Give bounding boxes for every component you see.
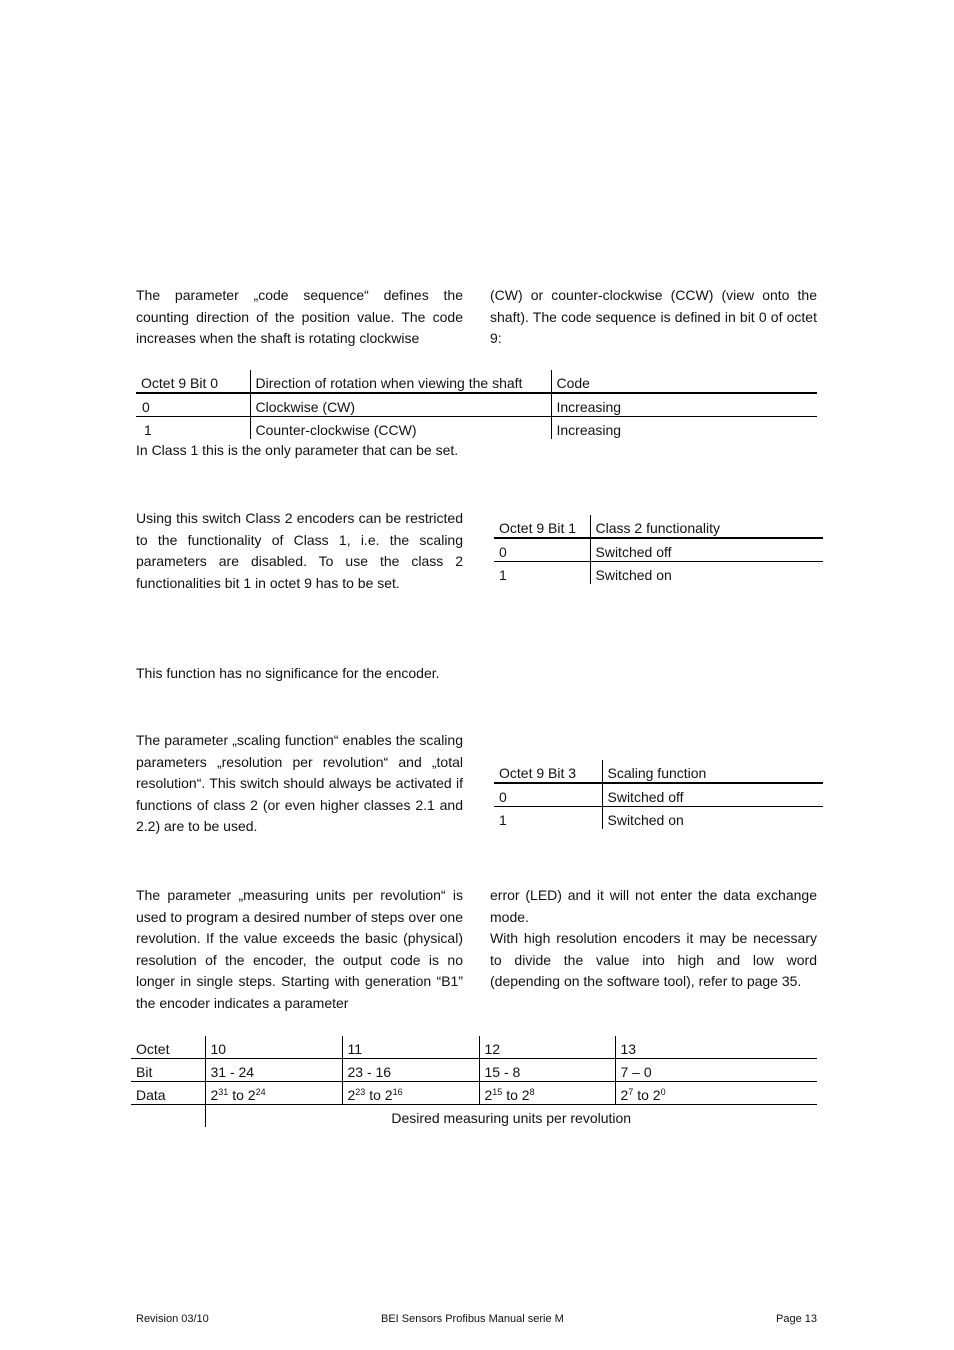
table-header-cell: Class 2 functionality bbox=[590, 515, 823, 538]
measuring-paragraph-left: The parameter „measuring units per revolution“ is used to program a desired number of steps over one revolution. If the value exceeds the basic (physical) resolution of the encoder, the output code is no longer in single steps. Starting with generation “B1” the encoder indicates a parameter bbox=[136, 887, 463, 1011]
code-sequence-table bbox=[136, 370, 817, 439]
table-header-row bbox=[494, 760, 823, 783]
table-cell: 13 bbox=[615, 1036, 817, 1059]
class2-table bbox=[494, 515, 823, 584]
table-description-cell: Desired measuring units per revolution bbox=[205, 1105, 817, 1128]
table-header-cell: Octet 9 Bit 1 bbox=[494, 515, 590, 538]
table-cell: $2^{31}$ to $2^{24}$ bbox=[205, 1082, 342, 1105]
table-header-cell: Octet 9 Bit 0 bbox=[136, 370, 250, 393]
table-cell: $2^7$ to $2^0$ bbox=[615, 1082, 817, 1105]
table-header-row bbox=[494, 515, 823, 538]
table-cell: 10 bbox=[205, 1036, 342, 1059]
table-cell: 31 - 24 bbox=[205, 1059, 342, 1082]
code-sequence-paragraph-right: (CW) or counter-clockwise (CCW) (view onto the shaft). The code sequence is defined in bit 0 of octet 9: bbox=[490, 287, 817, 347]
table-cell: Counter-clockwise (CCW) bbox=[250, 417, 551, 440]
table-cell: Switched on bbox=[602, 807, 823, 830]
table-cell: 15 - 8 bbox=[479, 1059, 615, 1082]
table-cell: 11 bbox=[342, 1036, 479, 1059]
class2-paragraph: Using this switch Class 2 encoders can be restricted to the functionality of Class 1, i.e. the scaling parameters are disabled. To use the class 2 functionalities bit 1 in octet 9 has to be set. bbox=[136, 510, 463, 591]
table-cell: 1 bbox=[499, 567, 507, 583]
table-row-label: Data bbox=[131, 1082, 205, 1105]
table-row bbox=[494, 807, 823, 830]
scaling-table bbox=[494, 760, 823, 829]
table-cell: Increasing bbox=[551, 393, 817, 417]
code-sequence-paragraph-left: The parameter „code sequence“ defines the counting direction of the position value. The code increases when the shaft is rotating clockwise bbox=[136, 287, 463, 347]
table-cell: Switched off bbox=[602, 783, 823, 807]
scaling-paragraph: The parameter „scaling function“ enables the scaling parameters „resolution per revolution“ and „total resolution“. This switch should always be activated if functions of class 2 (or even higher classes 2.1 and 2.2) are to be used. bbox=[136, 732, 463, 835]
table-row bbox=[494, 783, 823, 807]
footer-page-number: Page 13 bbox=[776, 1313, 817, 1325]
table-cell: 23 - 16 bbox=[342, 1059, 479, 1082]
table-row-data bbox=[131, 1082, 817, 1105]
table-cell: 12 bbox=[479, 1036, 615, 1059]
table-cell: 0 bbox=[494, 538, 590, 562]
table-header-cell: Code bbox=[551, 370, 817, 393]
table-cell: Increasing bbox=[551, 417, 817, 440]
table-row-label: Octet bbox=[131, 1036, 205, 1059]
class1-note: In Class 1 this is the only parameter that can be set. bbox=[136, 442, 459, 458]
table-cell: $2^{15}$ to $2^8$ bbox=[479, 1082, 615, 1105]
table-cell: 0 bbox=[136, 393, 250, 417]
table-row bbox=[136, 393, 817, 417]
footer-revision: Revision 03/10 bbox=[136, 1313, 209, 1325]
table-cell: 7 – 0 bbox=[615, 1059, 817, 1082]
no-significance-text: This function has no significance for the encoder. bbox=[136, 665, 440, 681]
table-cell: 0 bbox=[494, 783, 602, 807]
table-header-cell: Scaling function bbox=[602, 760, 823, 783]
table-cell: Switched on bbox=[590, 562, 823, 585]
table-header-cell: Direction of rotation when viewing the shaft bbox=[250, 370, 551, 393]
measuring-paragraph-right-2: With high resolution encoders it may be necessary to divide the value into high and low word (depending on the software tool), refer to page 35. bbox=[490, 930, 817, 990]
table-cell: $2^{23}$ to $2^{16}$ bbox=[342, 1082, 479, 1105]
table-row bbox=[494, 562, 823, 585]
table-cell: Switched off bbox=[590, 538, 823, 562]
table-row-bit bbox=[131, 1059, 817, 1082]
table-row-label: Bit bbox=[131, 1059, 205, 1082]
table-cell: 1 bbox=[144, 422, 152, 438]
table-row-octet bbox=[131, 1036, 817, 1059]
measuring-paragraph-right-1: error (LED) and it will not enter the data exchange mode. bbox=[490, 887, 817, 925]
table-row bbox=[136, 417, 817, 440]
table-cell: Clockwise (CW) bbox=[250, 393, 551, 417]
table-cell: 1 bbox=[499, 812, 507, 828]
table-row bbox=[494, 538, 823, 562]
measuring-units-table bbox=[131, 1036, 817, 1127]
table-row-description bbox=[131, 1105, 817, 1128]
table-header-row bbox=[136, 370, 817, 393]
table-header-cell: Octet 9 Bit 3 bbox=[494, 760, 602, 783]
footer-title: BEI Sensors Profibus Manual serie M bbox=[381, 1313, 564, 1325]
